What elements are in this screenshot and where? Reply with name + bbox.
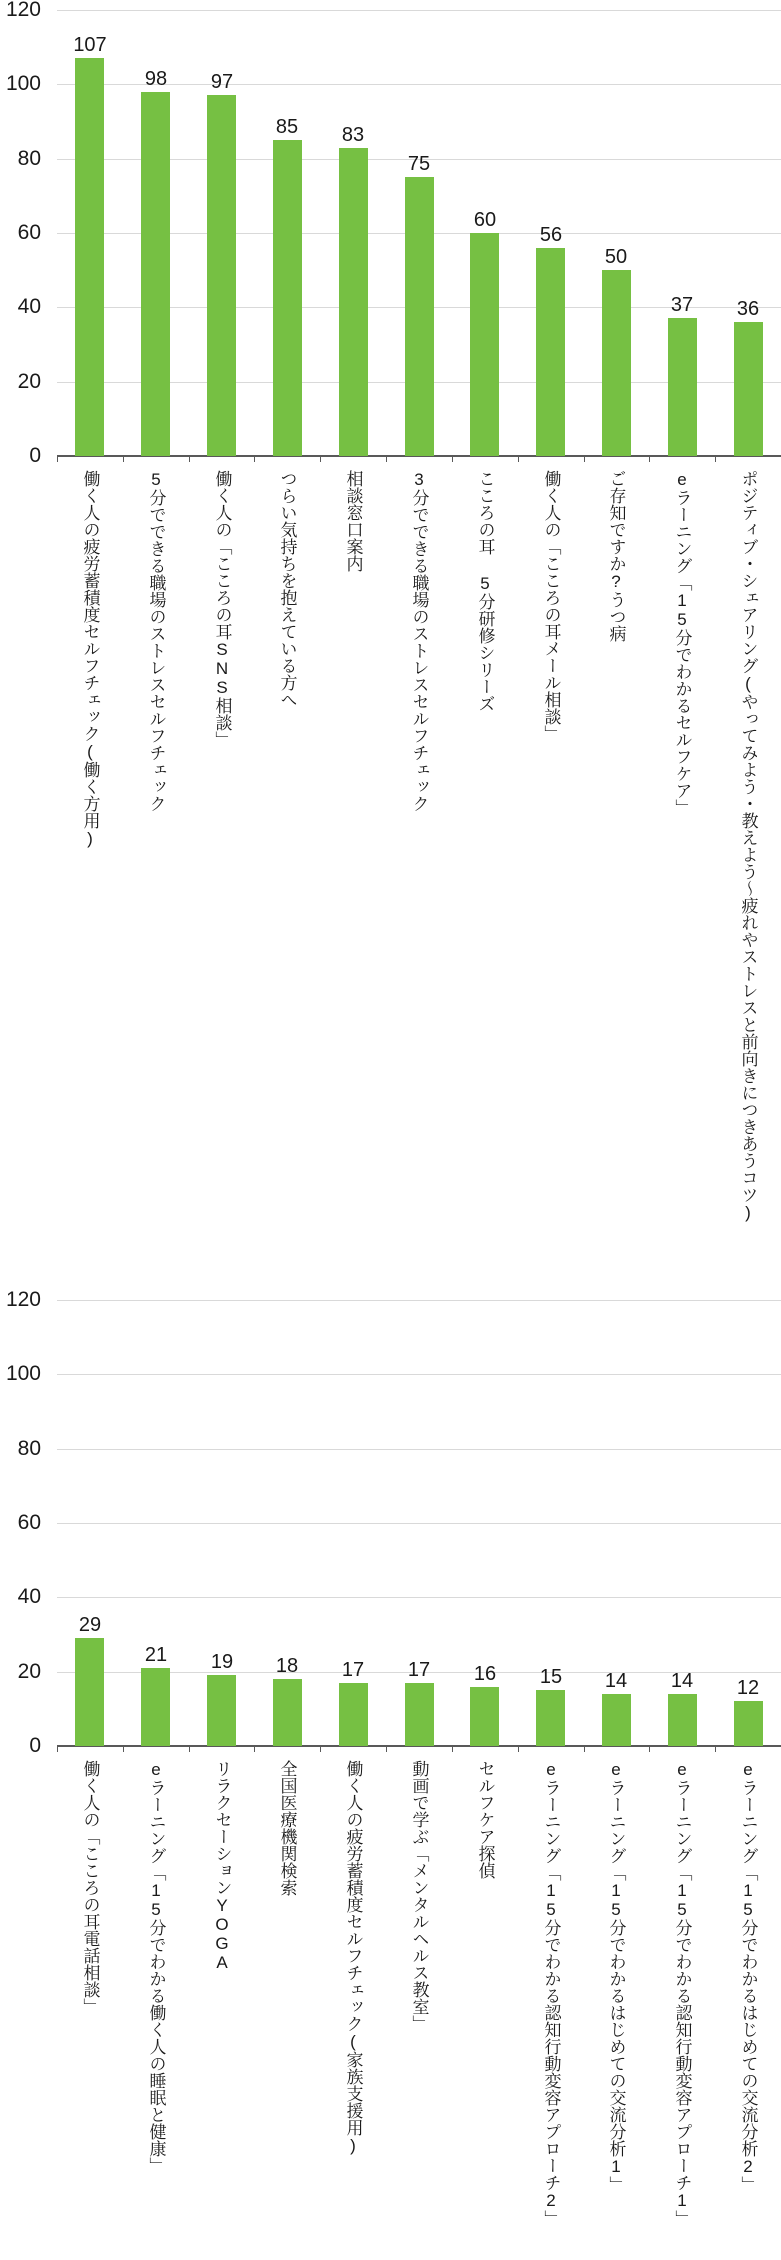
x-axis-tick — [715, 1747, 716, 1752]
gridline-y80 — [57, 1449, 781, 1450]
bar-value-label: 60 — [473, 209, 497, 231]
category-label: 相談窓口案内 — [343, 470, 363, 572]
category-label: セルフケア探偵 — [475, 1760, 495, 1879]
bar — [536, 248, 565, 456]
y-axis-tick-label: 120 — [5, 1288, 41, 1311]
category-label: リラクセーションYOGA — [212, 1760, 232, 1972]
y-axis-tick-label: 80 — [17, 146, 41, 170]
gridline-y100 — [57, 1374, 781, 1375]
y-axis-tick-label: 120 — [5, 0, 41, 21]
y-axis-tick-label: 20 — [17, 1659, 41, 1683]
category-label: eラーニング「15分でわかるセルフケア」 — [672, 470, 692, 816]
category-label: つらい気持ちを抱えている方へ — [277, 470, 297, 708]
category-label: eラーニング「15分でわかる認知行動変容アプローチ1」 — [672, 1760, 692, 2227]
bar-value-label: 19 — [210, 1651, 234, 1674]
y-axis-tick-label: 40 — [17, 295, 41, 319]
bar — [470, 233, 499, 456]
bar-value-label: 83 — [341, 123, 365, 146]
x-axis-tick — [649, 457, 650, 462]
x-axis-tick — [715, 457, 716, 462]
y-axis-tick-label: 60 — [17, 221, 41, 244]
x-axis-tick — [452, 457, 453, 462]
category-label: 働く人の「こころの耳SNS相談」 — [212, 470, 232, 748]
bar — [536, 1690, 565, 1746]
bar-value-label: 29 — [78, 1614, 102, 1637]
category-label: ポジティブ・シェアリング(やってみよう・教えよう〜疲れやストレスと前向きにつきあうコツ) — [738, 470, 758, 1222]
bar — [405, 177, 434, 456]
category-label: こころの耳 5分研修シリーズ — [475, 470, 495, 712]
y-axis-tick-label: 0 — [29, 444, 41, 467]
bar — [75, 58, 104, 456]
x-axis-tick — [254, 457, 255, 462]
y-axis-tick-label: 40 — [17, 1585, 41, 1609]
x-axis-tick — [518, 457, 519, 462]
bar-value-label: 107 — [73, 34, 107, 57]
bar-value-label: 50 — [604, 246, 628, 269]
x-axis-tick — [123, 457, 124, 462]
gridline-y120 — [57, 1300, 781, 1301]
bar — [339, 1683, 368, 1746]
x-axis-tick — [452, 1747, 453, 1752]
category-label: eラーニング「15分でわかるはじめての交流分析1」 — [606, 1760, 626, 2193]
bar — [405, 1683, 434, 1746]
bar-value-label: 17 — [341, 1658, 365, 1681]
bar — [141, 1668, 170, 1746]
bar — [602, 270, 631, 456]
category-label: eラーニング「15分でわかるはじめての交流分析2」 — [738, 1760, 758, 2193]
category-label: 動画で学ぶ「メンタルヘルス教室」 — [409, 1760, 429, 2032]
bar — [668, 1694, 697, 1746]
bar-value-label: 37 — [670, 294, 694, 317]
bar — [734, 1701, 763, 1746]
x-axis-tick — [386, 1747, 387, 1752]
y-axis-tick-label: 60 — [17, 1511, 41, 1534]
bar-value-label: 75 — [407, 153, 431, 176]
category-label: 全国医療機関検索 — [277, 1760, 297, 1896]
bar — [602, 1694, 631, 1746]
bar — [734, 322, 763, 456]
bar-value-label: 56 — [539, 223, 563, 246]
gridline-y60 — [57, 1523, 781, 1524]
bar — [141, 92, 170, 456]
category-label: eラーニング「15分でわかる認知行動変容アプローチ2」 — [541, 1760, 561, 2227]
gridline-y40 — [57, 1597, 781, 1598]
bar-chart-bottom — [0, 1290, 781, 2260]
bar-value-label: 12 — [736, 1677, 760, 1700]
bar-value-label: 21 — [144, 1643, 168, 1666]
x-axis-tick — [57, 1747, 58, 1752]
x-axis-tick — [57, 457, 58, 462]
bar-value-label: 17 — [407, 1658, 431, 1681]
x-axis-tick — [254, 1747, 255, 1752]
x-axis-tick — [320, 1747, 321, 1752]
x-axis-tick — [584, 457, 585, 462]
bar — [273, 1679, 302, 1746]
y-axis-tick-label: 80 — [17, 1436, 41, 1460]
x-axis-tick — [649, 1747, 650, 1752]
bar-value-label: 14 — [670, 1669, 694, 1692]
x-axis-tick — [123, 1747, 124, 1752]
bar-value-label: 16 — [473, 1662, 497, 1685]
category-label: 働く人の疲労蓄積度セルフチェック(働く方用) — [80, 470, 100, 848]
gridline-y120 — [57, 10, 781, 11]
category-label: ご存知ですか?うつ病 — [606, 470, 626, 642]
category-label: 3分でできる職場のストレスセルフチェック — [409, 470, 429, 812]
x-axis-tick — [584, 1747, 585, 1752]
y-axis-tick-label: 100 — [5, 1362, 41, 1386]
bar — [75, 1638, 104, 1746]
x-axis-tick — [518, 1747, 519, 1752]
bar — [668, 318, 697, 456]
category-label: 働く人の疲労蓄積度セルフチェック(家族支援用) — [343, 1760, 363, 2155]
category-label: 5分でできる職場のストレスセルフチェック — [146, 470, 166, 812]
y-axis-tick-label: 100 — [5, 72, 41, 96]
bar-value-label: 85 — [275, 116, 299, 139]
category-label: 働く人の「こころの耳メール相談」 — [541, 470, 561, 742]
bar-value-label: 97 — [210, 71, 234, 94]
bar — [339, 148, 368, 456]
bar-value-label: 14 — [604, 1669, 628, 1692]
bar-value-label: 98 — [144, 67, 168, 90]
category-label: 働く人の「こころの耳電話相談」 — [80, 1760, 100, 2015]
x-axis-tick — [386, 457, 387, 462]
x-axis-tick — [320, 457, 321, 462]
y-axis-tick-label: 0 — [29, 1734, 41, 1757]
category-label: eラーニング「15分でわかる働く人の睡眠と健康」 — [146, 1760, 166, 2174]
bar — [207, 1675, 236, 1746]
bar — [470, 1687, 499, 1746]
bar-value-label: 15 — [539, 1666, 563, 1689]
bar-value-label: 36 — [736, 298, 760, 321]
x-axis-tick — [189, 1747, 190, 1752]
bar-value-label: 18 — [275, 1655, 299, 1678]
x-axis-tick — [189, 457, 190, 462]
bar — [207, 95, 236, 456]
y-axis-tick-label: 20 — [17, 369, 41, 393]
bar — [273, 140, 302, 456]
